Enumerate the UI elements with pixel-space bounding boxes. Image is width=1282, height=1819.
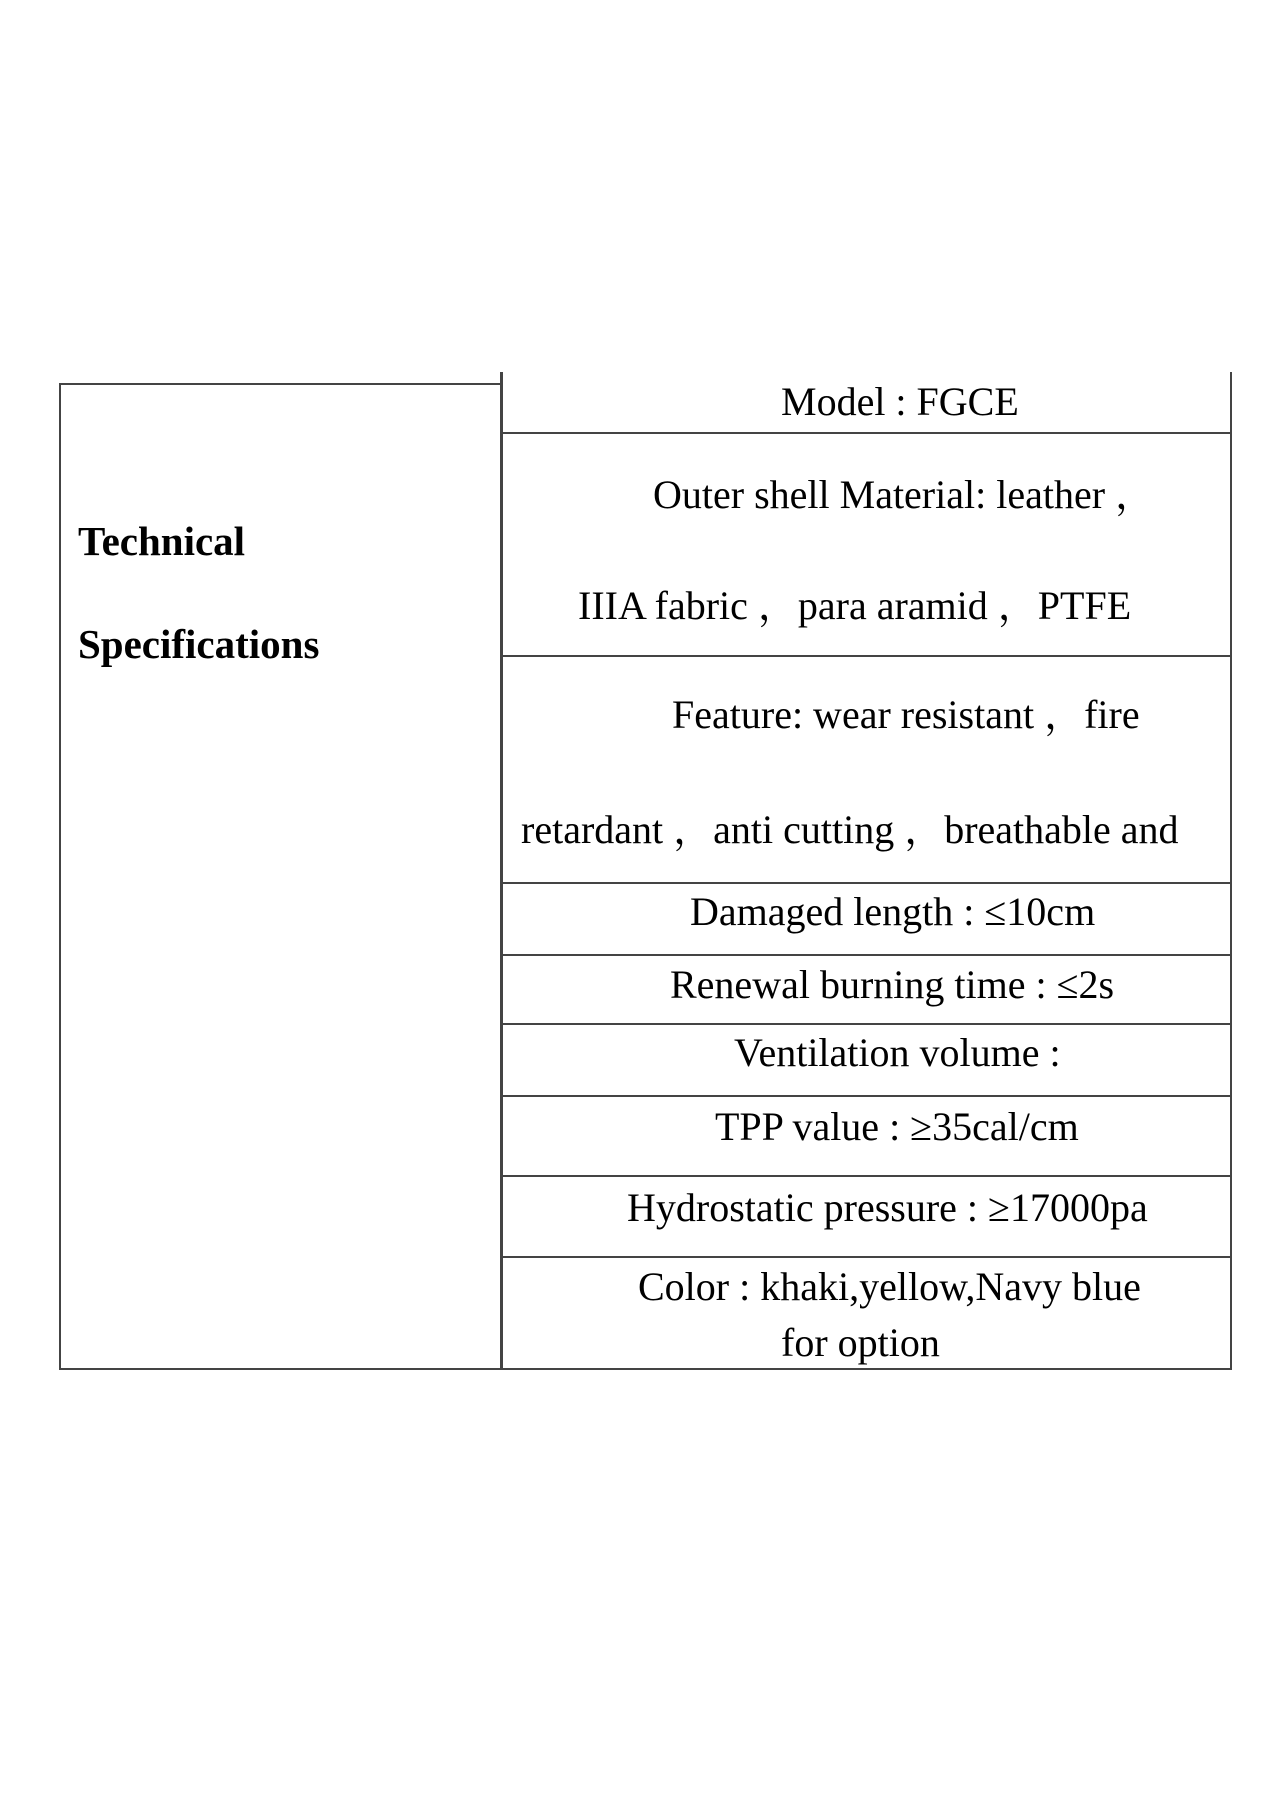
spec-renewal-burning-time: Renewal burning time : ≤2s	[670, 962, 1115, 1007]
row-divider	[501, 1023, 1232, 1025]
spec-feature-line2: retardant ，anti cutting ，breathable and	[521, 807, 1179, 852]
row-divider	[501, 432, 1232, 434]
table-border-right	[1230, 372, 1232, 1370]
spec-tpp-value: TPP value : ≥35cal/cm	[715, 1104, 1079, 1149]
row-divider	[501, 1256, 1232, 1258]
spec-ventilation-volume: Ventilation volume :	[734, 1030, 1061, 1075]
table-border-bottom	[59, 1368, 1232, 1370]
spec-damaged-length: Damaged length : ≤10cm	[690, 889, 1096, 934]
spec-hydrostatic-pressure: Hydrostatic pressure : ≥17000pa	[627, 1185, 1148, 1230]
row-divider	[501, 1095, 1232, 1097]
table-border-left	[59, 383, 61, 1370]
table-border-top-left	[59, 383, 502, 385]
row-divider	[501, 882, 1232, 884]
spec-feature-line1: Feature: wear resistant ，fire	[672, 692, 1140, 737]
spec-material-line1: Outer shell Material: leather ，	[653, 472, 1156, 517]
header-line-specifications: Specifications	[78, 621, 320, 667]
spec-material-line2: IIIA fabric ，para aramid ，PTFE	[578, 583, 1132, 628]
spec-model: Model : FGCE	[781, 379, 1019, 424]
header-line-technical: Technical	[78, 518, 246, 564]
row-divider	[501, 655, 1232, 657]
spec-color-line2: for option	[781, 1320, 940, 1365]
row-divider	[501, 954, 1232, 956]
spec-color-line1: Color : khaki,yellow,Navy blue	[638, 1264, 1141, 1309]
row-divider	[501, 1175, 1232, 1177]
column-divider	[500, 372, 503, 1370]
